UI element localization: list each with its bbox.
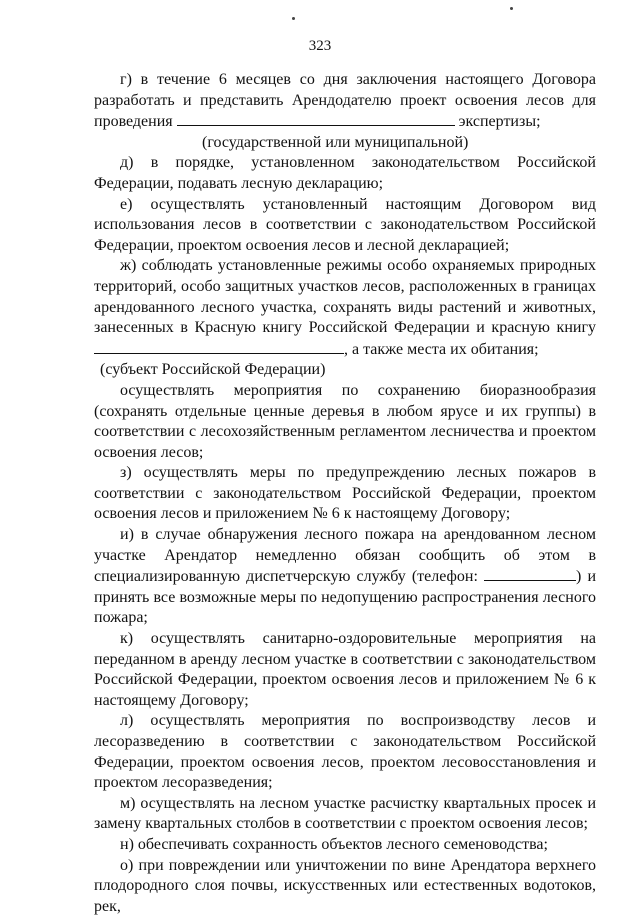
page-number: 323 bbox=[308, 38, 332, 54]
paragraph-d: д) в порядке, установленном законодательством Российской Федерации, подавать лесную декларацию; bbox=[94, 154, 596, 192]
paragraph-l: л) осуществлять мероприятия по воспроизводству лесов и лесоразведению в соответствии с законодательством Российской Федерации, проектом освоения лесов, проектом лесовосстановления и проектом лесоразведения; bbox=[94, 712, 596, 792]
paragraph-n: н) обеспечивать сохранность объектов лесного семеноводства; bbox=[120, 835, 548, 853]
paragraph-zh bbox=[94, 256, 596, 360]
paragraph-i-text-end: ) и принять все возможные меры по недопущению распространения лесного пожара; bbox=[94, 568, 597, 627]
paragraph-i bbox=[94, 525, 596, 629]
blank-line bbox=[484, 566, 576, 581]
scan-speck bbox=[510, 7, 513, 10]
paragraph-zh-caption: (субъект Российской Федерации) bbox=[100, 361, 326, 379]
paragraph-o: о) при повреждении или уничтожении по вине Арендатора верхнего плодородного слоя почвы, искусственных или естественных водотоков, рек, bbox=[94, 856, 596, 915]
document-body bbox=[94, 70, 596, 917]
paragraph-k: к) осуществлять санитарно-оздоровительные мероприятия на переданном в аренду лесном участке в соответствии с законодательством Российской Федерации, проектом освоения лесов и приложением № 6 к настоящему Договору; bbox=[94, 630, 596, 709]
blank-line bbox=[94, 339, 344, 354]
paragraph-z: з) осуществлять меры по предупреждению лесных пожаров в соответствии с законодательством Российской Федерации, проектом освоения лесов и приложением № 6 к настоящему Договору; bbox=[94, 464, 596, 523]
paragraph-zh-text: ж) соблюдать установленные режимы особо охраняемых природных территорий, особо защитных участков лесов, расположенных в границах арендованного лесного участка, сохранять виды растений и животных, занесенных в Красную книгу Российской Федерации и красную книгу bbox=[94, 257, 596, 337]
paragraph-g-text-end: экспертизы; bbox=[458, 113, 541, 131]
paragraph-m: м) осуществлять на лесном участке расчистку квартальных просек и замену квартальных столбов в соответствии с проектом освоения лесов; bbox=[94, 794, 596, 833]
paragraph-e: е) осуществлять установленный настоящим Договором вид использования лесов в соответствии с законодательством Российской Федерации, проектом освоения лесов и лесной декларацией; bbox=[94, 195, 596, 254]
paragraph-biodiversity: осуществлять мероприятия по сохранению биоразнообразия (сохранять отдельные ценные деревья в любом ярусе и их группы) в соответствии с лесохозяйственным регламентом лесничества и проектом освоения лесов; bbox=[94, 381, 596, 461]
paragraph-g-caption: (государственной или муниципальной) bbox=[202, 133, 469, 151]
paragraph-zh-text-end: , а также места их обитания; bbox=[344, 340, 539, 358]
scan-speck bbox=[292, 17, 295, 20]
paragraph-g-text: г) в течение 6 месяцев со дня заключения настоящего Договора разработать и представить Арендодателю проект освоения лесов для проведения bbox=[94, 71, 596, 131]
paragraph-g bbox=[94, 70, 596, 133]
blank-line bbox=[177, 111, 455, 126]
paragraph-i-text: и) в случае обнаружения лесного пожара на арендованном лесном участке Арендатор немедленно обязан сообщить об этом в специализированную диспетчерскую службу (телефон: bbox=[94, 526, 596, 586]
